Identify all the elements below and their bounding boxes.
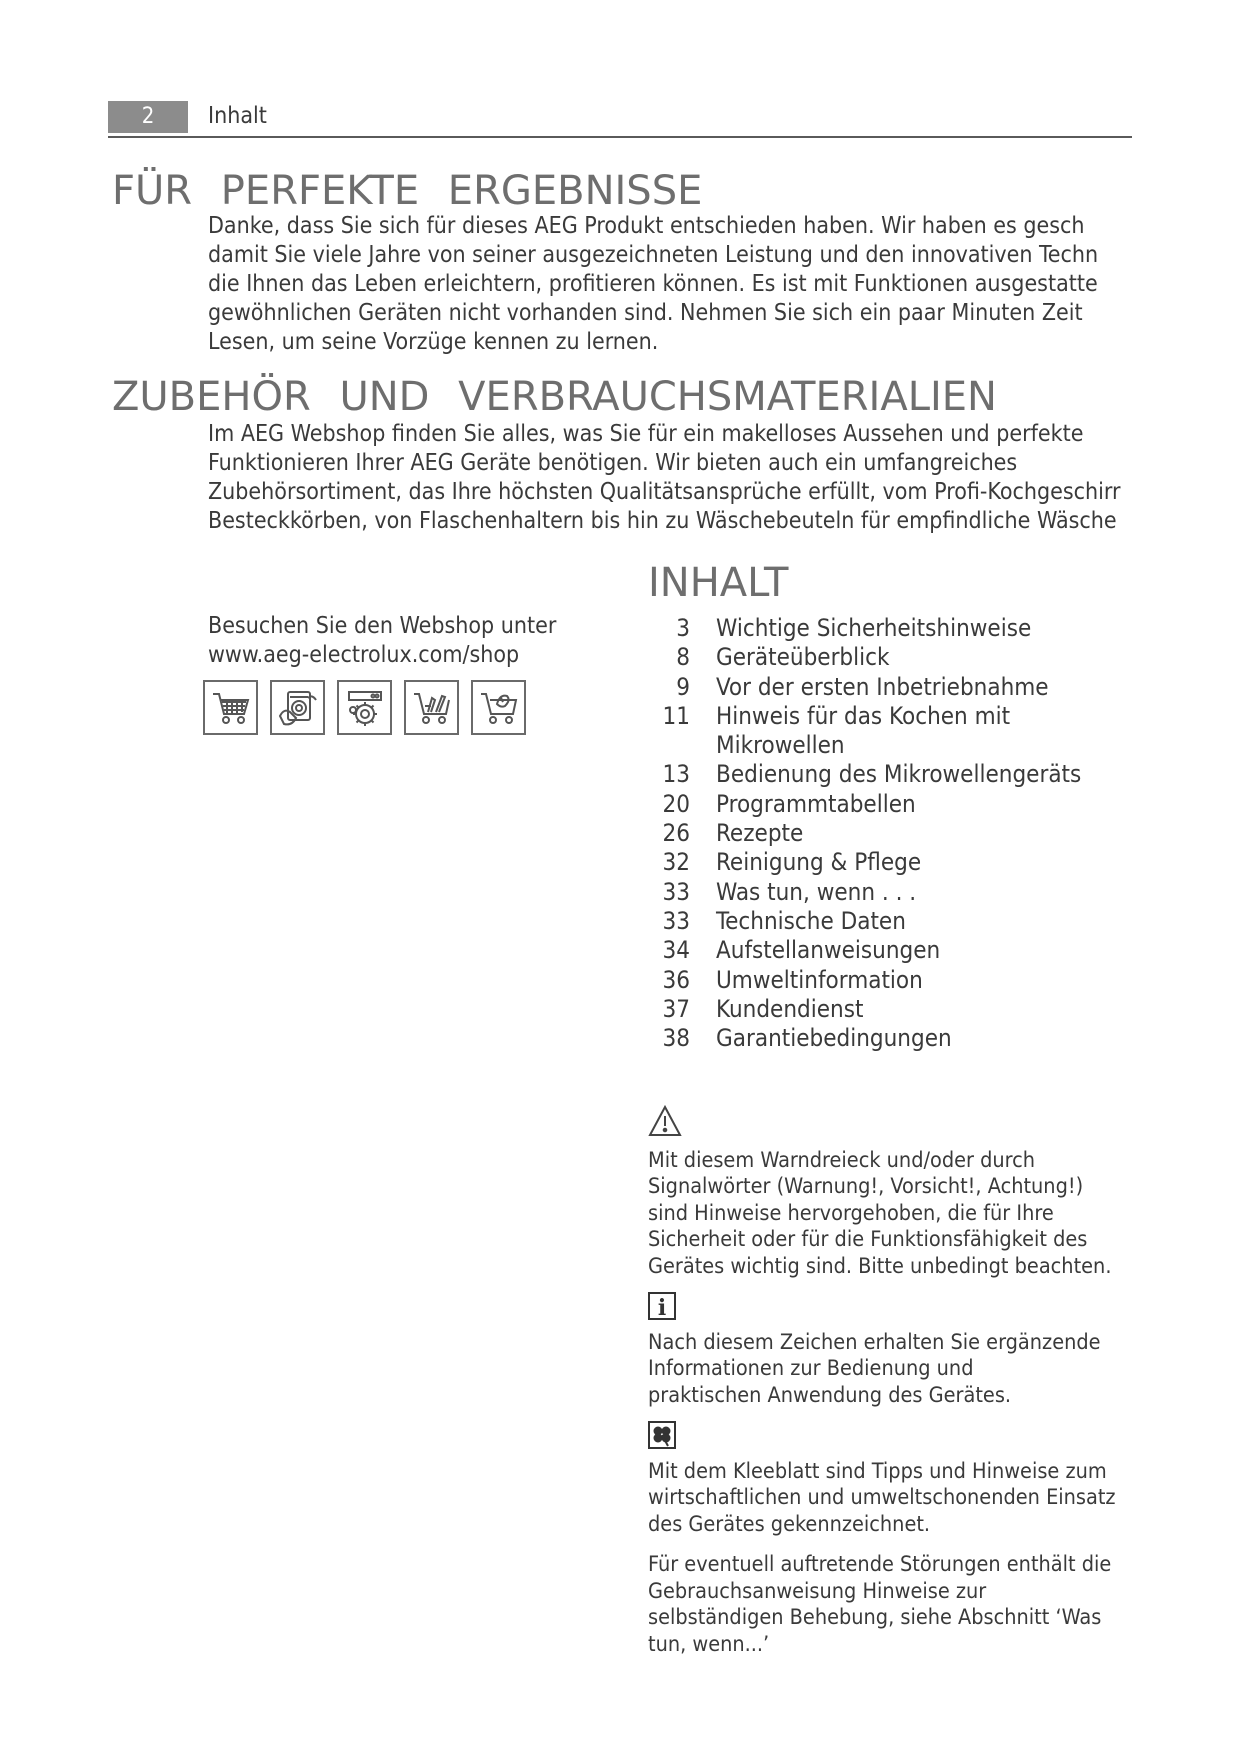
toc-label: Aufstellanweisungen [716,936,941,965]
toc-entry[interactable] [648,614,1168,643]
toc-label: Wichtige Sicherheitshinweise [716,614,1032,642]
accessories-paragraph [208,420,1241,536]
toc-label: Technische Daten [716,906,906,935]
toc-page-number: 26 [662,819,690,848]
washing-machine-hands-icon [270,680,325,735]
info-note [648,1330,1168,1410]
laundry-cart-icon [471,680,526,735]
toc-entry[interactable] [648,848,1168,877]
troubleshooting-note [648,1552,1168,1658]
toc-page-number: 3 [676,614,690,642]
accessories-line: Besteckkörben, von Flaschenhaltern bis hin zu Wäschebeuteln für empfindliche Wäsche [208,508,1117,534]
toc-label: Bedienung des Mikrowellengeräts [716,760,1082,789]
toc-entry[interactable] [648,995,1168,1024]
intro-line: Lesen, um seine Vorzüge kennen zu lernen. [208,329,659,355]
note-line: Gebrauchsanweisung Hinweise zur [648,1578,987,1604]
note-line: Informationen zur Bedienung und [648,1356,974,1381]
toc-label: Mikrowellen [716,731,845,760]
info-icon [648,1292,676,1320]
note-line: Signalwörter (Warnung!, Vorsicht!, Achtung!) [648,1174,1084,1199]
note-line: Sicherheit oder für die Funktionsfähigkeit des [648,1227,1088,1252]
heading-results: FÜR PERFEKTE ERGEBNISSE [112,168,703,214]
note-line: sind Hinweise hervorgehoben, die für Ihre [648,1200,1054,1226]
toc-entry[interactable] [648,966,1168,995]
toc-entry[interactable] [648,731,1168,760]
warning-triangle-icon [648,1104,682,1138]
toc-page-number: 33 [662,877,690,906]
toc-label: Kundendienst [716,994,864,1023]
toc-label: Was tun, wenn . . . [716,877,917,906]
svg-text:i: i [657,1295,667,1320]
page-number: 2 [108,101,188,133]
intro-line: Danke, dass Sie sich für dieses AEG Produkt entschieden haben. Wir haben es gesch [208,213,1085,239]
toc-page-number: 13 [662,760,690,789]
toc-page-number: 36 [662,965,690,994]
accessories-line: Funktionieren Ihrer AEG Geräte benötigen. Wir bieten auch ein umfangreiches [208,450,1018,476]
toc-entry[interactable] [648,702,1168,731]
notes-column [648,1104,1168,1658]
toc-entry[interactable] [648,760,1168,789]
toc-page-number: 34 [662,936,690,965]
note-line: selbständigen Behebung, siehe Abschnitt ‘Was [648,1605,1102,1630]
shopping-cart-icon [203,680,258,735]
toc-entry[interactable] [648,819,1168,848]
warning-note [648,1148,1168,1281]
toc-label: Reinigung & Pflege [716,848,922,877]
toc-page-number: 33 [662,906,690,935]
toc-entry[interactable] [648,673,1168,702]
toc-label: Geräteüberblick [716,643,890,672]
toc-entry[interactable] [648,878,1168,907]
toc-entry[interactable] [648,936,1168,965]
toc-page-number [648,731,716,760]
toc-label: Rezepte [716,819,804,848]
note-line: tun, wenn...’ [648,1631,770,1657]
bottle-cart-icon [404,680,459,735]
webshop-text [208,612,608,670]
clover-note [648,1459,1168,1539]
header-rule [108,136,1132,138]
toc-page-number: 37 [662,994,690,1023]
heading-accessories: ZUBEHÖR UND VERBRAUCHSMATERIALIEN [112,374,997,420]
table-of-contents [648,614,1168,1053]
toc-entry[interactable] [648,790,1168,819]
note-line: des Gerätes gekennzeichnet. [648,1511,931,1537]
toc-entry[interactable] [648,907,1168,936]
intro-line: damit Sie viele Jahre von seiner ausgezeichneten Leistung und den innovativen Techn [208,242,1099,268]
intro-line: gewöhnlichen Geräten nicht vorhanden sind. Nehmen Sie sich ein paar Minuten Zeit [208,300,1083,326]
intro-paragraph [208,212,1241,357]
toc-label: Garantiebedingungen [716,1024,952,1053]
note-line: praktischen Anwendung des Gerätes. [648,1382,1012,1408]
accessories-line: Im AEG Webshop finden Sie alles, was Sie für ein makelloses Aussehen und perfekte [208,421,1084,447]
gear-appliance-icon [337,680,392,735]
toc-label: Umweltinformation [716,965,923,994]
toc-entry[interactable] [648,1024,1168,1053]
note-line: Mit dem Kleeblatt sind Tipps und Hinweise zum [648,1458,1107,1484]
webshop-url[interactable]: www.aeg-electrolux.com/shop [208,642,520,668]
toc-label: Programmtabellen [716,789,916,818]
accessories-line: Zubehörsortiment, das Ihre höchsten Qualitätsansprüche erfüllt, vom Profi-Kochgeschirr [208,479,1121,505]
webshop-line: Besuchen Sie den Webshop unter [208,613,557,639]
toc-entry[interactable] [648,643,1168,672]
toc-label: Hinweis für das Kochen mit [716,701,1011,730]
toc-page-number: 38 [662,1024,690,1053]
running-title: Inhalt [208,103,267,129]
intro-line: die Ihnen das Leben erleichtern, profitieren können. Es ist mit Funktionen ausgestatte [208,271,1098,297]
webshop-icons [203,680,526,735]
toc-page-number: 8 [676,643,690,672]
clover-icon [648,1421,676,1449]
toc-page-number: 9 [676,672,690,701]
toc-page-number: 32 [662,848,690,877]
toc-title: INHALT [648,560,789,606]
note-line: wirtschaftlichen und umweltschonenden Einsatz [648,1485,1116,1510]
note-line: Für eventuell auftretende Störungen enthält die [648,1552,1112,1577]
toc-label: Vor der ersten Inbetriebnahme [716,672,1049,701]
note-line: Mit diesem Warndreieck und/oder durch [648,1147,1036,1173]
note-line: Gerätes wichtig sind. Bitte unbedingt beachten. [648,1253,1112,1279]
note-line: Nach diesem Zeichen erhalten Sie ergänzende [648,1329,1101,1355]
toc-page-number: 20 [662,789,690,818]
toc-page-number: 11 [662,701,690,730]
